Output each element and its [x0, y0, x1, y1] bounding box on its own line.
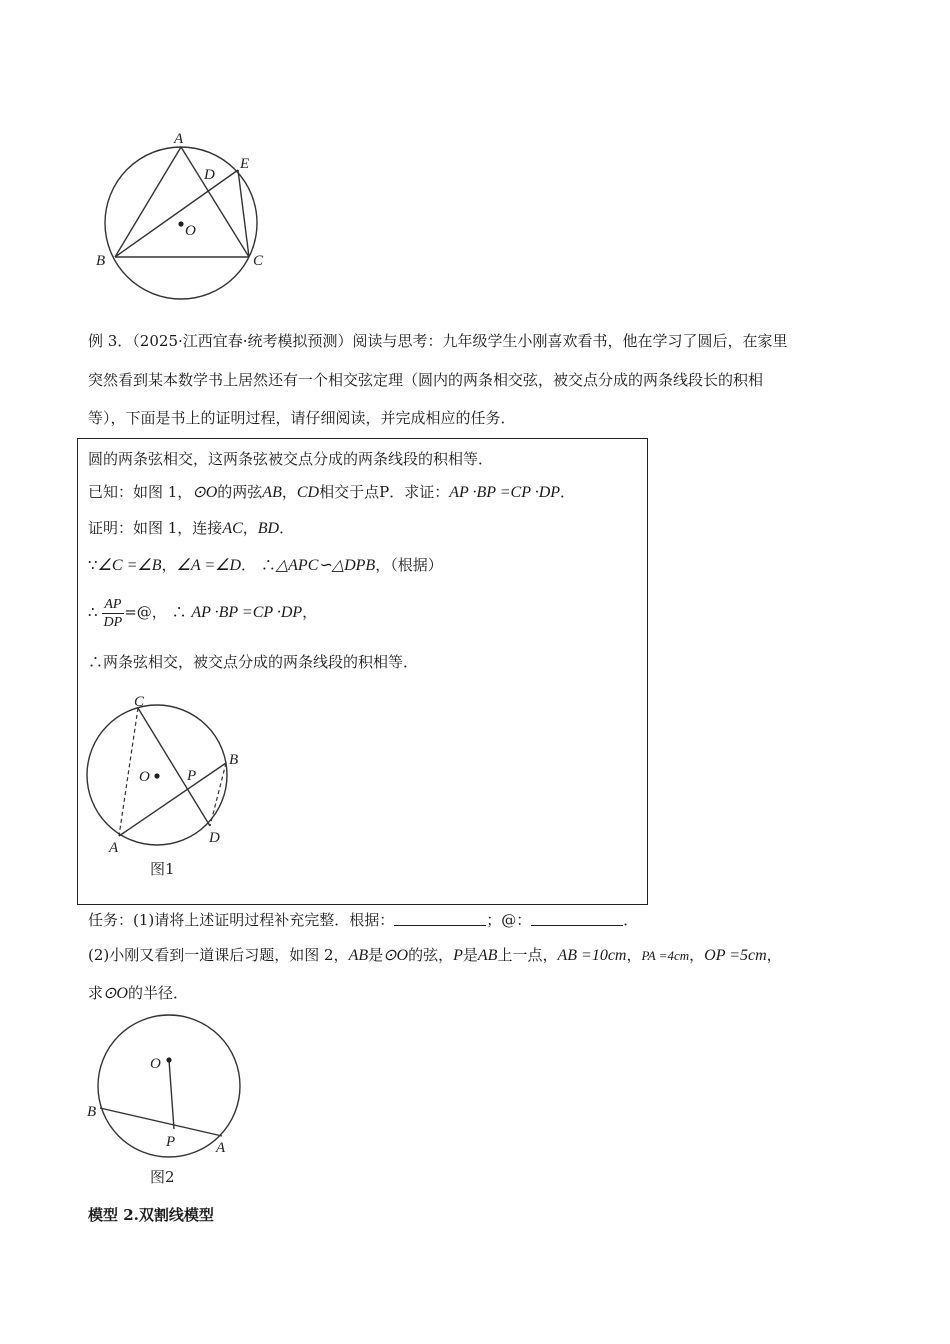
- task-line1: [88, 910, 638, 930]
- q2-comma3: ，: [766, 946, 782, 964]
- label-b: B: [96, 253, 106, 269]
- q2-line2-suffix: 的半径．: [127, 984, 188, 1002]
- q2-is: 是: [368, 946, 384, 964]
- figure-2: [80, 1012, 260, 1192]
- q2-p: P: [453, 947, 463, 964]
- q2-op-length: OP =5cm: [704, 947, 767, 964]
- prove-equation: AP ·BP =CP ·DP: [449, 484, 561, 501]
- known-mid: 的两弦: [217, 483, 263, 501]
- therefore-symbol-2: ∴: [88, 603, 98, 621]
- segment-bd-text: BD: [257, 520, 280, 537]
- fig1-chord-cd: [138, 708, 210, 826]
- result-equation: AP ·BP =CP ·DP: [191, 604, 303, 621]
- prove-prefix: ．求证：: [389, 483, 450, 501]
- example3-line3: 等），下面是书上的证明过程，请仔细阅读，并完成相应的任务．: [88, 409, 516, 427]
- fig2-label-p: P: [166, 1134, 176, 1150]
- period2: ．: [279, 519, 295, 537]
- label-c: C: [253, 253, 264, 269]
- fig1-label-c: C: [134, 694, 145, 710]
- q2-ab: AB: [348, 947, 369, 964]
- fig1-dashed-ac: [119, 708, 138, 836]
- label-a: A: [174, 131, 184, 147]
- fig2-segment-op: [169, 1060, 174, 1129]
- q2-on-point: 上一点，: [497, 946, 558, 964]
- blank-at[interactable]: [531, 911, 623, 926]
- fig2-label-o: O: [150, 1056, 161, 1072]
- angles-line: [88, 555, 443, 576]
- circle-o-symbol: ⊙O: [192, 484, 218, 501]
- fig2-label-a: A: [216, 1140, 226, 1156]
- q2-line2-prefix: 求: [88, 984, 104, 1002]
- proof-line: [88, 518, 294, 539]
- task-line2: [88, 945, 782, 966]
- comma: ，: [281, 483, 297, 501]
- figure-top-circle: [88, 120, 288, 310]
- task-line1-prefix: 任务：(1)请将上述证明过程补充完整．根据：: [88, 911, 395, 929]
- fig2-center-dot: [166, 1057, 171, 1062]
- q2-pa-length: PA =4cm: [641, 948, 690, 963]
- label-d: D: [204, 167, 215, 183]
- comma4: ，: [375, 556, 391, 574]
- q2-comma2: ，: [689, 946, 705, 964]
- fraction-line: [88, 592, 317, 632]
- angle-a-d: ∠A =∠D: [176, 557, 242, 574]
- q2-ab2: AB: [477, 947, 498, 964]
- fraction-ap-dp: [102, 596, 125, 631]
- reason-text: （根据）: [390, 556, 443, 574]
- q2-ab-length: AB =10cm: [557, 947, 627, 964]
- conclusion-text: ∴两条弦相交，被交点分成的两条线段的积相等．: [88, 653, 419, 671]
- model2-title: 模型 2.双割线模型: [88, 1206, 214, 1224]
- chord-ab: AB: [262, 484, 282, 501]
- angle-c-b: ∠C =∠B: [97, 557, 162, 574]
- theorem-text: 圆的两条弦相交，这两条弦被交点分成的两条线段的积相等．: [88, 450, 494, 468]
- fig1-caption: 图1: [150, 860, 175, 878]
- comma2: ，: [242, 519, 258, 537]
- q2-is2: 是: [462, 946, 478, 964]
- therefore-symbol-3: ∴: [171, 603, 187, 621]
- fig1-label-o: O: [139, 769, 150, 785]
- because-symbol: ∵: [88, 556, 98, 574]
- known-line: [88, 482, 575, 503]
- known-mid2: 相交于点: [319, 483, 380, 501]
- fig2-caption: 图2: [150, 1168, 175, 1186]
- equals-at: =@，: [124, 603, 167, 621]
- point-p: P: [379, 483, 390, 501]
- q2-prefix: (2)小刚又看到一道课后习题，如图 2，: [88, 946, 349, 964]
- period: ．: [560, 483, 576, 501]
- fig1-label-b: B: [229, 752, 239, 768]
- period3: ．: [241, 556, 257, 574]
- proof-prefix: 证明：如图 1，连接: [88, 519, 223, 537]
- segment-be: [115, 170, 238, 257]
- q2-comma1: ，: [626, 946, 642, 964]
- segment-ac-text: AC: [222, 520, 243, 537]
- example3-line1: 例 3．（2025·江西宜春·统考模拟预测）阅读与思考：九年级学生小刚喜欢看书，他在学习了圆后，在家里: [88, 332, 788, 350]
- fig2-label-b: B: [87, 1104, 97, 1120]
- figure-1: [80, 690, 260, 890]
- task-line3: [88, 983, 188, 1004]
- fig2-chord-ab: [100, 1108, 222, 1136]
- blank-reason[interactable]: [394, 911, 486, 926]
- q2-chord-text: 的弦，: [408, 946, 454, 964]
- center-dot: [178, 221, 183, 226]
- segment-ec: [238, 170, 249, 257]
- known-prefix: 已知：如图 1，: [88, 483, 193, 501]
- q2-line2-circle-o: ⊙O: [103, 985, 128, 1002]
- chord-cd: CD: [296, 484, 320, 501]
- example3-line2: 突然看到某本数学书上居然还有一个相交弦定理（圆内的两条相交弦，被交点分成的两条线段长的积相: [88, 371, 764, 389]
- fig1-center-dot: [154, 773, 159, 778]
- similar-triangles: △APC∽△DPB: [275, 557, 376, 574]
- fig1-label-p: P: [187, 768, 197, 784]
- segment-ab: [115, 147, 181, 257]
- task-line1-mid: ；@：: [486, 911, 532, 929]
- q2-circle-o: ⊙O: [383, 947, 409, 964]
- label-o: O: [185, 223, 196, 239]
- label-e: E: [240, 156, 250, 172]
- result-tail: ，: [302, 603, 318, 621]
- fraction-numerator: AP: [102, 596, 125, 614]
- comma3: ，: [161, 556, 177, 574]
- fraction-denominator: DP: [103, 614, 123, 630]
- therefore-symbol: ∴: [260, 556, 276, 574]
- fig1-label-d: D: [209, 830, 220, 846]
- task-line1-end: ．: [623, 911, 639, 929]
- fig1-label-a: A: [109, 840, 119, 856]
- segment-ac: [181, 147, 249, 257]
